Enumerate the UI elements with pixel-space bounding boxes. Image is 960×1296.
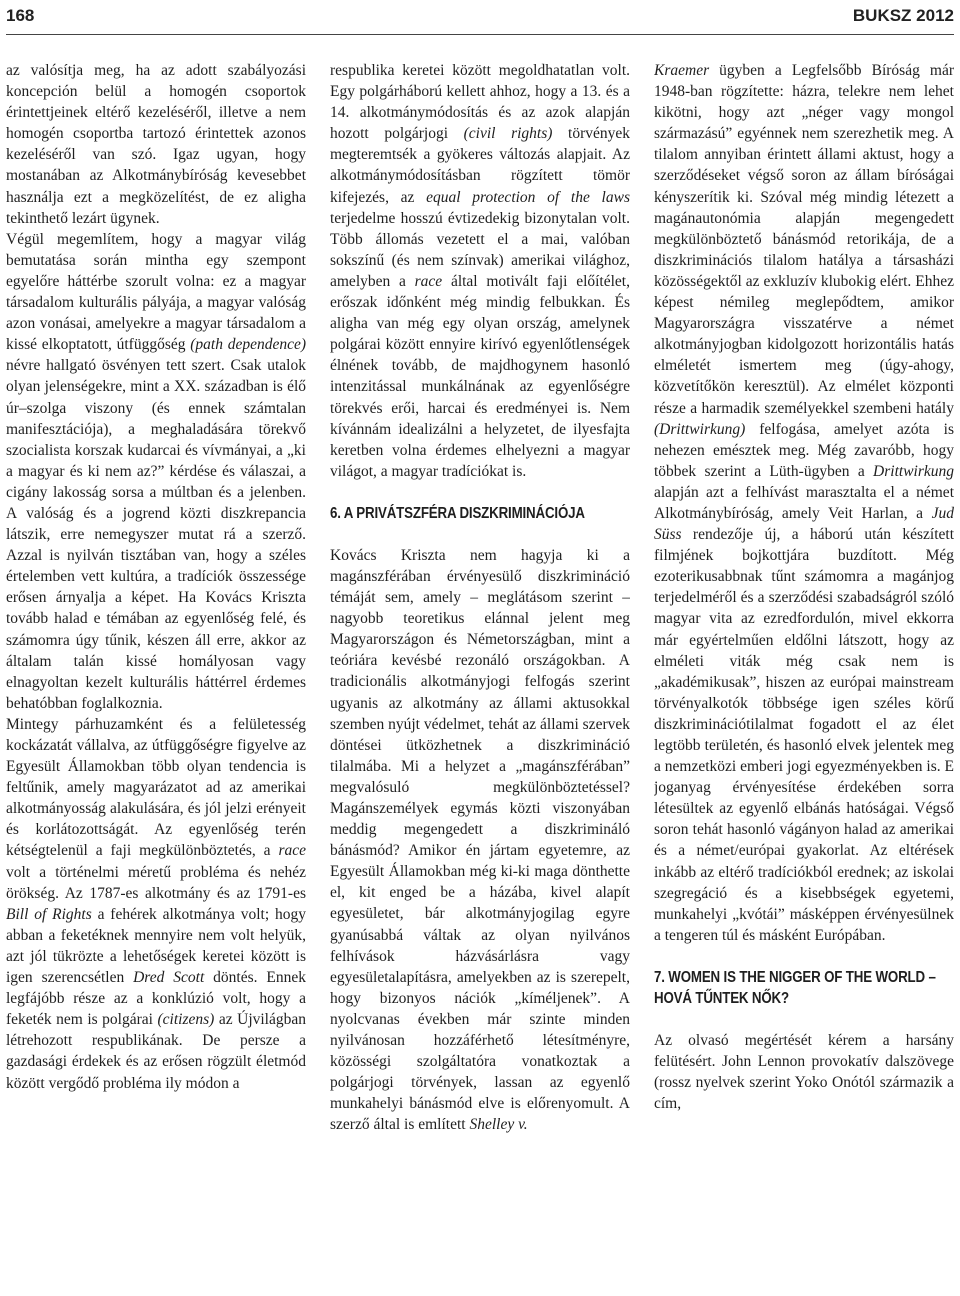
paragraph: respublika keretei között megoldhatatlan volt. Egy polgárháború kellett ahhoz, hogy a 13. és a 14. alkotmánymódosítás és az azok alapján hozott polgárjogi (civil rights) törvények megteremtsék a gyökeres változás alapjait. Az alkotmánymódosításban rögzített tömör kifejezés, az equal protection of the laws terjedelme hosszú évtizedekig bizonytalan volt. Több állomás vezetett el a mai, valóban sokszínű (és nem színvak) amerikai világhoz, amelyben a race által motivált faji előítélet, erőszak időnként még mindig felbukkan. És aligha van még egy olyan ország, amelynek polgárai között ennyire kirívó egyenlőtlenségek élnének tovább, de majdhogynem hasonló intenzitással munkálnának az egyenlőségre törekvés erői, harcai és eredményei is. Nem kívánnám idealizálni a helyzetet, de ilyesfajta keretben volna érdemes elhelyezni a magyar világot, a magyar tradíciókat is. [330,62,630,480]
journal-title: BUKSZ 2012 [852,6,954,25]
paragraph: Mintegy párhuzamként és a felületesség kockázatát vállalva, az útfüggőségre figyelve az Egyesült Államokban több olyan tendencia is feltűnik, amely magyarázatot ad az amerikai alkotmányosság alakulására, és jól jelzi erényeit és korlátozottságát. Az egyenlőség terén kétségtelenül a faji megkülönböztetés, a race volt a történelmi méretű probléma és nehéz örökség. Az 1787-es alkotmány és az 1791-es Bill of Rights a fehérek alkotmánya volt; hogy abban a feketéknek mennyire nem volt helyük, azt jól tükrözte a lehetőségek keretei között is igen szerencsétlen Dred Scott döntés. Ennek legfájóbb része az a konklúzió volt, hogy a feketék nem is polgárai (citizens) az Újvilágban létrehozott respublikának. De persze a gazdasági érdekek és az erősen rögzült életmód között vergődő probléma ily módon a [6,715,306,1092]
header-rule [6,34,954,35]
paragraph: az valósítja meg, ha az adott szabályozási koncepción belül a homogén csoportok érintettjeinek eltérő kezeléséről, illetve a nem homogén csoportba tartozó érintettek azonos kezeléséről van szó. Igaz ugyan, hogy mostanában az Alkotmánybíróság kevesebbet használja ezt a megközelítést, de ez aligha tekinthető lezárt ügynek. [6,62,306,227]
paragraph: Az olvasó megértését kérem a harsány felütésért. John Lennon provokatív dalszövege (rossz nyelvek szerint Yoko Onótól származik a cím, [654,1031,954,1113]
text-column-2 [330,60,630,1296]
text-column-1 [6,60,306,1296]
section-heading: 6. A PRIVÁTSZFÉRA DISZKRIMINÁCIÓJA [330,504,585,522]
paragraph: Kraemer ügyben a Legfelsőbb Bíróság már 1948-ban rögzítette: házra, telekre nem lehet kikötni, hogy azt „néger vagy mongol származású” egyénnek nem szerezhetik meg. A tilalom annyiban érintett állami aktust, hogy a szerződéseket végső soron az állam bíróságai kényszerítik ki. Szóval még mindig létezett a magánautonómia alapján megengedett megkülönböztető bánásmód retorikája, de a diszkriminációs tilalom hatálya a társasházi közösségektől az exkluzív klubokig elért. Ehhez képest némileg meglepődtem, amikor Magyarországra visszatérve a német alkotmányjogban kidolgozott horizontális hatás elméletét ismertem meg (úgy-ahogy, közvetítőkön keresztül). Az elmélet központi része a harmadik személyekkel szembeni hatály (Drittwirkung) felfogása, amelyet azóta is nehezen emésztek meg. Még zavaróbb, hogy többek szerint a Lüth-ügyben a Drittwirkung alapján azt a felhívást marasztalta el a német Alkotmánybíróság, amely Veit Harlan, a Jud Süss rendezője új, a háború után készített filmjének bojkottjára buzdított. Még ezoterikusabbnak tűnt számomra a magánjog terjedelméről és a szerződési szabadságról szóló magyar vita az ezredfordulón, mivel ekkorra már egyértelműen eldőlni látszott, hogy az elméleti viták még csak nem is „akadémikusak”, hiszen az európai mainstream törvényalkotók többsége igen széles körű diszkriminációtilalmat fogadott el az élet legtöbb területén, és hasonló elvek jelentek meg a nemzetközi emberi jogi egyezményekben is. E joganyag érvényesítése érdekében sorra létesültek az egyenlő elbánás hatóságai. Végső soron tehát hasonló vágányon halad az amerikai és a német/európai gyakorlat. Az eltérések inkább az eltérő tradíciókból erednek; az iskolai szegregáció és a kisebbségek egyetemi, munkahelyi „kvótái” másképpen érvényesülnek a tengeren túl és másként Európában. [654,62,954,944]
section-heading: 7. WOMEN IS THE NIGGER OF THE WORLD – HOVÁ TŰNTEK NŐK? [654,968,936,1007]
paragraph: Végül megemlítem, hogy a magyar világ bemutatása során mintha egy szempont egyelőre háttérbe szorult volna: ez a magyar társadalom kulturális pályája, a magyar valóság azon vonásai, amelyekre a magyar társadalom a kissé elkoptatott, útfüggőség (path dependence) névre hallgató ösvényen tett szert. Csak utalok olyan jelenségekre, mint a XX. században is élő úr–szolga viszony (és ennek számtalan manifesztációja), a meghaladására törekvő szocialista korszak kudarcai és vívmányai, a „ki a magyar és ki nem az?” kérdése és válaszai, a cigány lakosság sorsa a múltban és a jelenben. A valóság és a jogrend közti diszkrepancia látszik, erre nemegyszer mutat rá a szerző. Azzal is nyilván tisztában van, hogy a széles értelemben vett kultúra, a tradíciók összessége erősen árnyalja a képet. Ha Kovács Kriszta tovább halad e témában az egyenlőség felé, és számomra úgy tűnik, készen áll erre, akkor az általam talán kissé homályosan vagy elnagyoltan kezelt kulturális háttérrel érdemes behatóbban foglalkoznia. [6,230,306,712]
paragraph: Kovács Kriszta nem hagyja ki a magánszférában érvényesülő diszkrimináció témáját sem, amely – meglátásom szerint – nagyobb teoretikus elánnal jelent meg Magyarországon és Németországban, mint a teóriára kevésbé rezonáló országokban. A tradicionális alkotmányjogi felfogás szerint ugyanis az alkotmány az állami aktusokkal szemben nyújt védelmet, tehát az állami szervek döntései ütközhetnek a diszkrimináció tilalmába. Mi a helyzet a „magánszférában” megvalósuló megkülönböztetéssel? Magánszemélyek egymás közti viszonyában meddig megengedett a diszkrimináló bánásmód? Amikor én jártam egyetemre, az Egyesült Államokban még ki-ki maga dönthette el, kit enged be a házába, kivel alapít egyesületet, bár alkotmányjogilag egyre gyanúsabbá váltak az olyan nyilvános felhívások házvásárlásra vagy egyesületalapításra, amelyekben az is szerepelt, hogy bizonyos nációk „kíméljenek”. A nyolcvanas években már szinte minden nyilvánosan hozzáférhető létesítményre, közösségi szolgáltatóra vonatkoztak a polgárjogi törvények, lassan az egyenlő munkahelyi bánásmód elve is előrenyomult. A szerző által is említett Shelley v. [330,546,630,1134]
page-number: 168 [6,6,35,25]
text-column-3 [654,60,954,1296]
running-header [6,6,954,28]
